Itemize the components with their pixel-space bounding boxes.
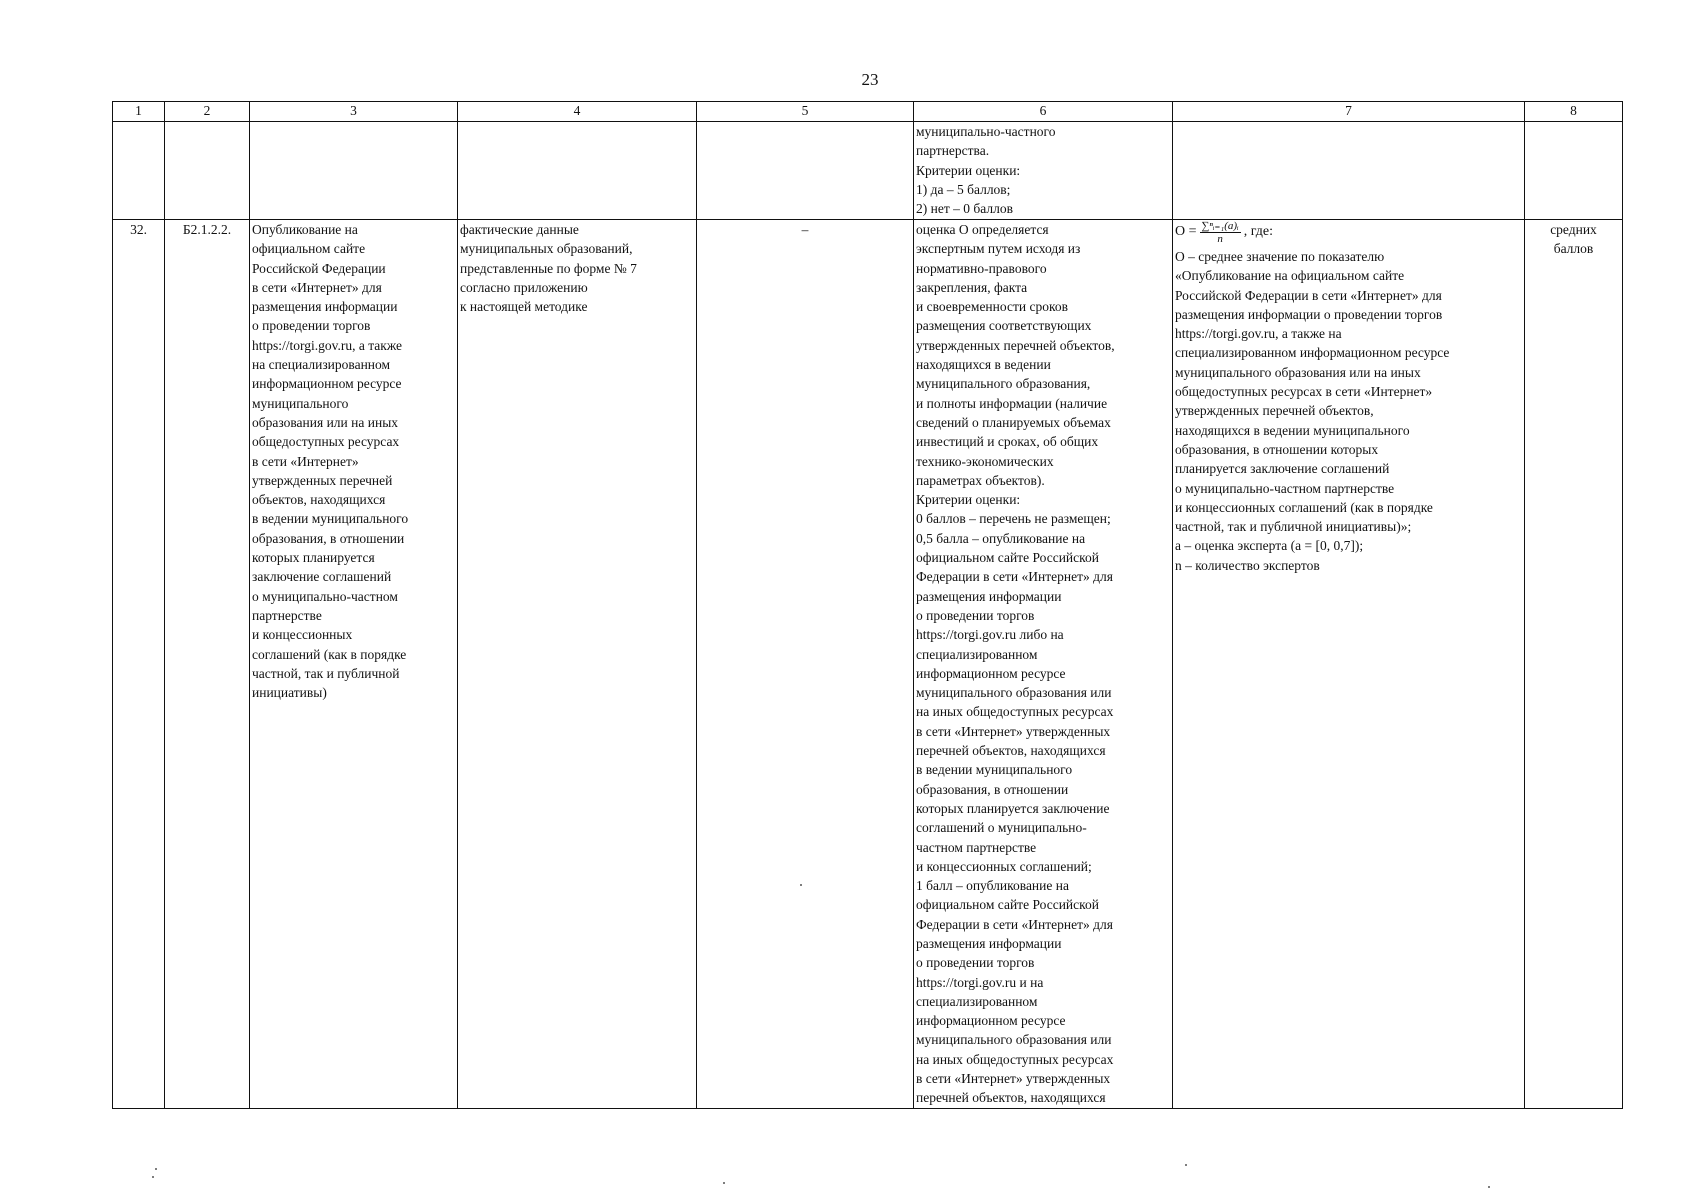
data-source: фактические данные муниципальных образований, представленные по форме № 7 согласно приложению к настоящей методике: [458, 220, 697, 1109]
continued-criteria: муниципально-частного партнерства. Критерии оценки: 1) да – 5 баллов; 2) нет – 0 баллов: [914, 122, 1173, 220]
scan-speck: [800, 884, 802, 886]
indicator-name: Опубликование на официальном сайте Российской Федерации в сети «Интернет» для размещения информации о проведении торгов https://torgi.gov.ru, а также на специализированном информационном ресурсе муниципального образования или на иных общедоступных ресурсах в сети «Интернет» утвержденных перечней объектов, находящихся в ведении муниципального образования, в отношении которых планируется заключение соглашений о муниципально-частном партнерстве и концессионных соглашений (как в порядке частной, так и публичной инициативы): [250, 220, 458, 1109]
unit-of-measure: средних баллов: [1525, 220, 1623, 1109]
assessment-method: оценка О определяется экспертным путем исходя из нормативно-правового закрепления, факта и своевременности сроков размещения соответствующих утвержденных перечней объектов, находящихся в ведении муниципального образования, и полноты информации (наличие сведений о планируемых объемах инвестиций и сроках, об общих технико-экономических параметрах объектов). Критерии оценки: 0 баллов – перечень не размещен; 0,5 балла – опубликование на официальном сайте Российской Федерации в сети «Интернет» для размещения информации о проведении торгов https://torgi.gov.ru либо на специализированном информационном ресурсе муниципального образования или на иных общедоступных ресурсах в сети «Интернет» утвержденных перечней объектов, находящихся в ведении муниципального образования, в отношении которых планируется заключение соглашений о муниципально- частном партнерстве и концессионных соглашений; 1 балл – опубликование на официальном сайте Российской Федерации в сети «Интернет» для размещения информации о проведении торгов https://torgi.gov.ru и на специализированном информационном ресурсе муниципального образования или на иных общедоступных ресурсах в сети «Интернет» утвержденных перечней объектов, находящихся: [914, 220, 1173, 1109]
empty-cell: [1173, 122, 1525, 220]
formula: [1175, 220, 1522, 244]
formula-suffix: , где:: [1243, 224, 1274, 240]
indicator-row-32: [113, 220, 1623, 1109]
indicator-code: Б2.1.2.2.: [165, 220, 250, 1109]
formula-explanation: О – среднее значение по показателю «Опубликование на официальном сайте Российской Федерации в сети «Интернет» для размещения информации о проведении торгов https://torgi.gov.ru, а также на специализированном информационном ресурсе муниципального образования или на иных общедоступных ресурсах в сети «Интернет» утвержденных перечней объектов, находящихся в ведении муниципального образования, в отношении которых планируется заключение соглашений о муниципально-частном партнерстве и концессионных соглашений (как в порядке частной, так и публичной инициативы)»; a – оценка эксперта (a = [0, 0,7]); n – количество экспертов: [1175, 249, 1450, 573]
scan-speck: [152, 1176, 154, 1178]
column-header-6: 6: [914, 102, 1173, 122]
scan-speck: [155, 1168, 157, 1170]
scan-speck: [1185, 1164, 1187, 1166]
formula-fraction: [1200, 220, 1241, 245]
column-header-5: 5: [697, 102, 914, 122]
column-5-value: –: [697, 220, 914, 1109]
column-header-8: 8: [1525, 102, 1623, 122]
column-number-row: [113, 102, 1623, 122]
empty-cell: [458, 122, 697, 220]
column-header-4: 4: [458, 102, 697, 122]
column-header-2: 2: [165, 102, 250, 122]
formula-lhs: О =: [1175, 224, 1197, 240]
empty-cell: [250, 122, 458, 220]
calculation-formula-cell: [1173, 220, 1525, 1109]
column-header-3: 3: [250, 102, 458, 122]
indicator-table: [112, 101, 1623, 1109]
continued-row: [113, 122, 1623, 220]
empty-cell: [1525, 122, 1623, 220]
formula-denominator: n: [1217, 232, 1223, 245]
formula-numerator: ∑ⁿᵢ₌₁(a)ᵢ: [1201, 219, 1239, 232]
empty-cell: [165, 122, 250, 220]
column-header-7: 7: [1173, 102, 1525, 122]
empty-cell: [113, 122, 165, 220]
row-number: 32.: [113, 220, 165, 1109]
column-header-1: 1: [113, 102, 165, 122]
scan-speck: [723, 1182, 725, 1184]
empty-cell: [697, 122, 914, 220]
page-number: 23: [861, 70, 879, 89]
scan-speck: [1488, 1186, 1490, 1188]
